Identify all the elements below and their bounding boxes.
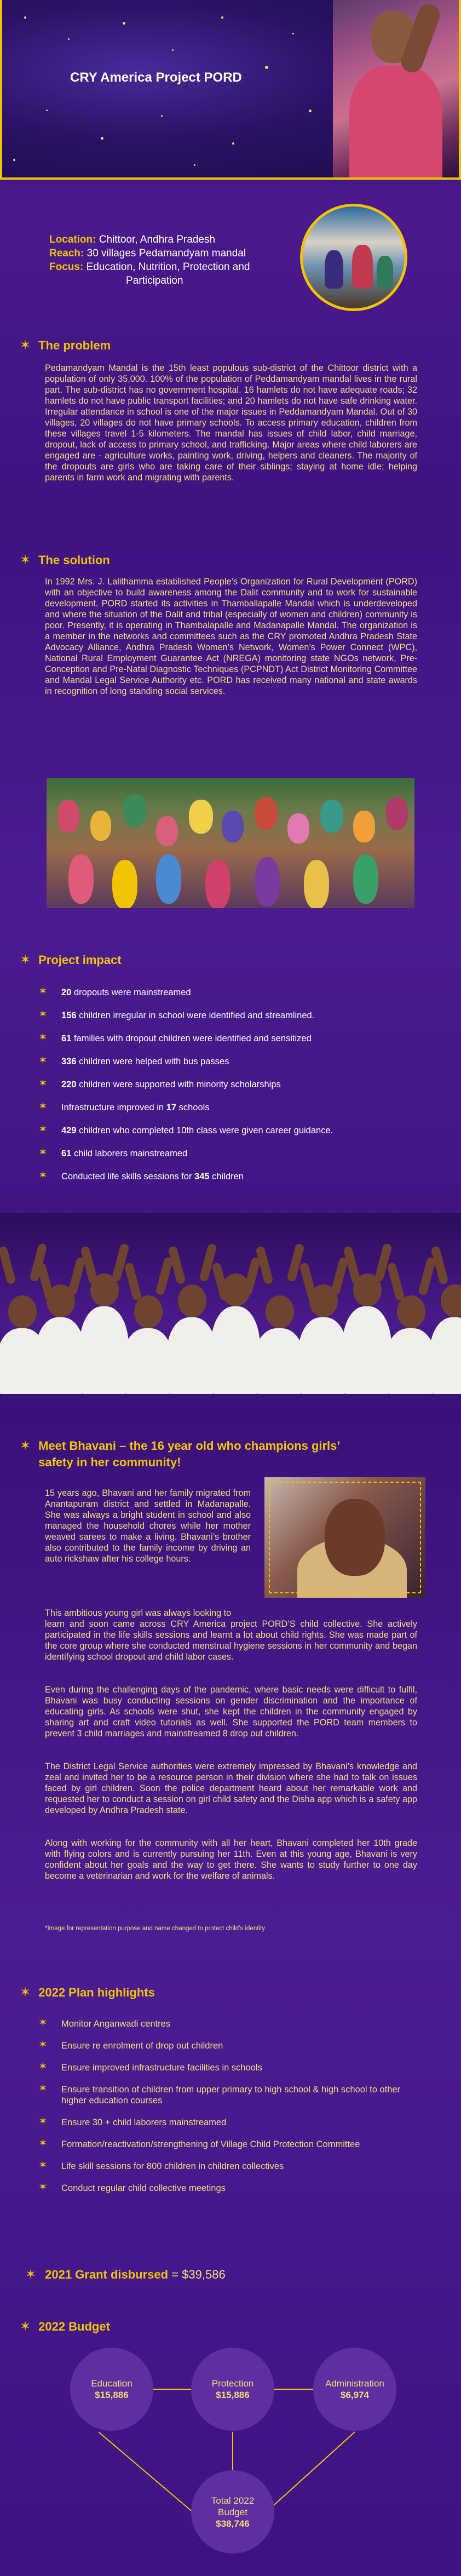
budget-protection-value: $15,886: [216, 2390, 250, 2400]
solution-text: In 1992 Mrs. J. Lalithamma established People’s Organization for Rural Development (PORD) with an objective to build awareness among the Dalit community and to work for sustainable development. PORD started its activities in Thamballapalle Mandal which is underdeveloped and where the situation of the Dalit and tribal (especially of women and children) community is poor. Presently, it is operating in Thambalapalle and Madanapalle Mandal. The organization is a member in the networks and committees such as the CRY promoted Andhra Pradesh State Advocacy Alliance, Andhra Pradesh Women’s Network, Women’s Power Connect (WPC), National Rural Employment Guarantee Act (NREGA) monitoring state NGOs network, Pre-Conception and Pre-Natal Diagnostic Techniques (PCPNDT) Act District Monitoring Committee and Mandal Legal Service Authority etc. PORD has received many national and state awards in recognition of long standing social services.: [45, 577, 417, 696]
impact-item: ✶ 61 families with dropout children were identified and sensitized: [38, 1031, 312, 1043]
star-icon: ✶: [20, 953, 31, 967]
star-bullet-icon: ✶: [38, 2061, 48, 2073]
problem-heading: ✶ The problem: [20, 338, 111, 353]
children-celebrating-photo: [0, 1213, 461, 1394]
budget-total-label-2: Budget: [218, 2506, 247, 2517]
plan-item: ✶ Formation/reactivation/strengthening of Village Child Protection Committee: [38, 2137, 360, 2149]
location-label: Location:: [49, 234, 96, 245]
bhavani-photo: [264, 1477, 425, 1598]
plan-item: ✶ Ensure transition of children from upper primary to high school & high school to other higher education courses: [38, 2082, 401, 2105]
focus-value-cont: Participation: [126, 275, 183, 286]
hero-banner: [0, 0, 461, 180]
star-bullet-icon: ✶: [38, 1031, 48, 1043]
story-heading: ✶ Meet Bhavani – the 16 year old who champions girls’ safety in her community!: [20, 1438, 341, 1469]
budget-protection-label: Protection: [211, 2378, 254, 2389]
grant-disbursed: [25, 2267, 226, 2282]
impact-item: ✶ 220 children were supported with minority scholarships: [38, 1077, 281, 1089]
plan-item: ✶ Monitor Anganwadi centres: [38, 2017, 171, 2029]
project-info: [49, 233, 250, 288]
problem-text: Pedamandyam Mandal is the 15th least populous sub-district of the Chittoor district with a population of only 35,000. 100% of the population of Peddamandyam mandal lives in the rural part. The sub-district has no government hospital. 16 hamlets do not have adequate roads; 32 hamlets do not have public transport facilities; and 20 hamlets do not have safe drinking water. Irregular attendance in school is one of the major issues in Peddamandyam Mandal. Out of 30 villages, 20 villages do not have primary schools. To access primary education, children from these villages travel 1-5 kilometers. The mandal has issues of child labor, child marriage, dropout, lack of access to primary school, and trafficking. Major areas where child laborers are engaged are - agriculture works, painting work, driving, helpers and cleaners. The majority of the dropouts are girls who are taking care of their siblings; staying at home idle; helping parents in farm work and migrating with parents.: [45, 363, 417, 483]
budget-protection: [191, 2348, 274, 2431]
budget-administration: [313, 2348, 396, 2431]
budget-total: [191, 2470, 274, 2554]
reach-value: 30 villages Pedamandyam mandal: [87, 248, 246, 259]
star-bullet-icon: ✶: [38, 1169, 48, 1181]
grant-label: 2021 Grant disbursed: [45, 2267, 169, 2281]
impact-item: ✶ Conducted life skills sessions for 345 children: [38, 1169, 244, 1181]
budget-education: [70, 2348, 153, 2431]
star-bullet-icon: ✶: [38, 2115, 48, 2127]
star-bullet-icon: ✶: [38, 2082, 48, 2095]
star-bullet-icon: ✶: [38, 2137, 48, 2149]
star-icon: ✶: [20, 1985, 31, 2000]
star-bullet-icon: ✶: [38, 2159, 48, 2171]
star-bullet-icon: ✶: [38, 985, 48, 997]
star-icon: ✶: [20, 553, 31, 567]
location-value: Chittoor, Andhra Pradesh: [99, 234, 216, 245]
impact-item: ✶ 20 dropouts were mainstreamed: [38, 985, 191, 997]
focus-label: Focus:: [49, 261, 84, 273]
star-bullet-icon: ✶: [38, 1054, 48, 1066]
budget-heading: ✶ 2022 Budget: [20, 2319, 110, 2334]
budget-education-label: Education: [91, 2378, 132, 2389]
impact-item: ✶ Infrastructure improved in 17 schools: [38, 1100, 210, 1112]
star-bullet-icon: ✶: [38, 1100, 48, 1112]
budget-admin-label: Administration: [325, 2378, 384, 2389]
star-bullet-icon: ✶: [38, 1008, 48, 1020]
star-icon: ✶: [20, 1438, 31, 1453]
plan-item: ✶ Ensure 30 + child laborers mainstreamed: [38, 2115, 227, 2127]
story-paragraph-4: The District Legal Service authorities were extremely impressed by Bhavani’s knowledge and zeal and invited her to be a resource person in their division where she had to talk on issues faced by girl children. Soon the police department heard about her remarkable work and requested her to conduct a session on girl child safety and the Disha app which is a safety app developed by Andhra Pradesh state.: [45, 1762, 417, 1815]
grant-value: = $39,586: [168, 2267, 226, 2281]
plan-list: [38, 2018, 422, 2205]
plan-heading: ✶ 2022 Plan highlights: [20, 1985, 155, 2000]
community-meeting-photo: [300, 204, 407, 311]
budget-total-label-1: Total 2022: [211, 2495, 255, 2506]
focus-value: Education, Nutrition, Protection and: [86, 261, 250, 273]
story-paragraph-2a: This ambitious young girl was always looking to: [45, 1608, 232, 1618]
plan-item: ✶ Ensure re enrolment of drop out children: [38, 2039, 223, 2051]
solution-heading: ✶ The solution: [20, 553, 110, 567]
story-paragraph-3: Even during the challenging days of the pandemic, where basic needs were difficult to fulfil, Bhavani was busy conducting sessions on gender discrimination and the importance of educating girls. As schools were shut, she kept the children in the community engaged by sharing art and craft video tutorials as well. She supported the PORD team members to prevent 3 child marriages and mainstreamed 8 drop out children.: [45, 1685, 417, 1739]
budget-admin-value: $6,974: [341, 2390, 369, 2400]
star-icon: ✶: [20, 338, 31, 353]
impact-list: [38, 987, 422, 1194]
page-title: CRY America Project PORD: [70, 70, 242, 85]
impact-item: ✶ 61 child laborers mainstreamed: [38, 1146, 188, 1158]
star-bullet-icon: ✶: [38, 2181, 48, 2193]
star-bullet-icon: ✶: [38, 1146, 48, 1158]
community-group-photo: [47, 778, 414, 908]
star-bullet-icon: ✶: [38, 1077, 48, 1089]
impact-heading: ✶ Project impact: [20, 953, 122, 967]
star-icon: ✶: [25, 2267, 37, 2282]
plan-item: ✶ Life skill sessions for 800 children in children collectives: [38, 2159, 284, 2171]
star-icon: ✶: [20, 2319, 31, 2334]
reach-label: Reach:: [49, 248, 84, 259]
plan-item: ✶ Ensure improved infrastructure facilities in schools: [38, 2061, 262, 2073]
impact-item: ✶ 336 children were helped with bus passes: [38, 1054, 229, 1066]
story-paragraph-2b: learn and soon came across CRY America project PORD’S child collective. She actively participated in the life skills sessions and learnt a lot about child rights. She was made part of the core group where she conducted menstrual hygiene sessions in her community and began identifying school dropout and child labor cases.: [45, 1619, 417, 1662]
impact-item: ✶ 156 children irregular in school were identified and streamlined.: [38, 1008, 315, 1020]
budget-total-value: $38,746: [216, 2518, 250, 2529]
story-paragraph-5: Along with working for the community with all her heart, Bhavani completed her 10th grade with flying colors and is currently pursuing her 11th. Even at this young age, Bhavani is very confident about her goals and the way to get there. She wants to study further to one day become a veterinarian and work for the welfare of animals.: [45, 1838, 417, 1881]
star-bullet-icon: ✶: [38, 1123, 48, 1135]
budget-education-value: $15,886: [95, 2390, 129, 2400]
story-paragraph-1: 15 years ago, Bhavani and her family migrated from Anantapuram district and settled in Madanapalle. She was always a bright student in school and also managed the household chores while her mother weaved sarees to make a living. Bhavani’s brother also contributed to the family income by driving an auto rickshaw after his college hours.: [45, 1488, 251, 1564]
star-bullet-icon: ✶: [38, 2039, 48, 2051]
impact-item: ✶ 429 children who completed 10th class were given career guidance.: [38, 1123, 333, 1135]
hero-photo-girl: [333, 0, 459, 177]
star-bullet-icon: ✶: [38, 2017, 48, 2029]
image-disclaimer: *Image for representation purpose and name changed to protect child’s identity: [45, 1925, 265, 1932]
plan-item: ✶ Conduct regular child collective meetings: [38, 2181, 226, 2193]
